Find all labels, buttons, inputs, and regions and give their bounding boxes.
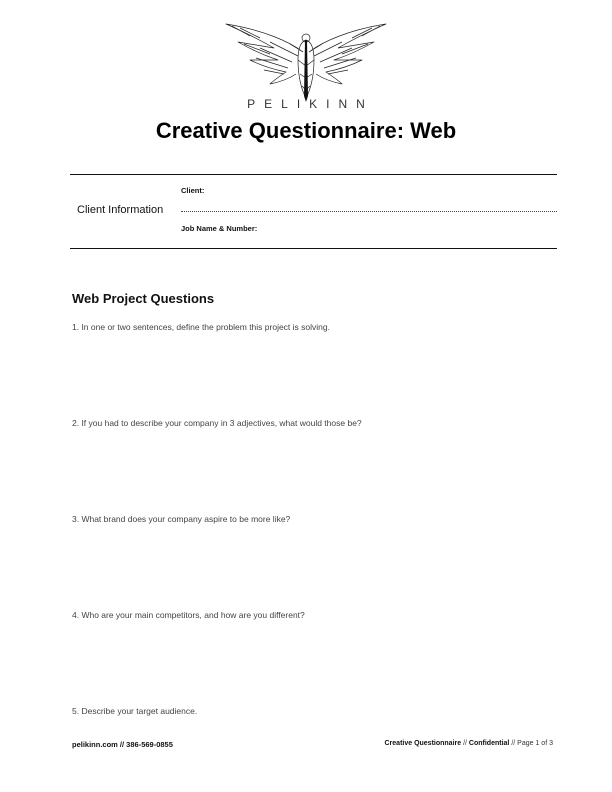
footer-page-total: 3 bbox=[549, 740, 553, 747]
footer-page-of: of bbox=[539, 740, 550, 747]
footer-doc-name: Creative Questionnaire bbox=[384, 740, 462, 747]
footer-page-current: 1 bbox=[535, 740, 540, 747]
divider-bottom bbox=[70, 248, 557, 249]
footer-page-info bbox=[385, 740, 554, 747]
dotted-separator bbox=[181, 211, 557, 212]
divider-top bbox=[70, 174, 557, 175]
footer-separator: // bbox=[509, 740, 518, 747]
footer-page-prefix: Page bbox=[517, 740, 536, 747]
footer-confidential: Confidential bbox=[468, 740, 510, 747]
question-4: 4. Who are your main competitors, and how are you different? bbox=[72, 610, 305, 620]
job-name-number-label: Job Name & Number: bbox=[181, 224, 258, 233]
question-5: 5. Describe your target audience. bbox=[72, 706, 198, 716]
footer-separator: // bbox=[461, 740, 469, 747]
footer-contact: pelikinn.com // 386-569-0855 bbox=[72, 740, 173, 749]
question-1: 1. In one or two sentences, define the problem this project is solving. bbox=[72, 322, 330, 332]
section-title: Web Project Questions bbox=[72, 291, 215, 306]
client-information-label: Client Information bbox=[77, 204, 164, 216]
question-2: 2. If you had to describe your company in 3 adjectives, what would those be? bbox=[72, 418, 362, 428]
page-title: Creative Questionnaire: Web bbox=[155, 118, 457, 143]
client-field-label: Client: bbox=[181, 186, 205, 195]
logo-wordmark: PELIKINN bbox=[247, 97, 374, 111]
question-3: 3. What brand does your company aspire to be more like? bbox=[72, 514, 291, 524]
